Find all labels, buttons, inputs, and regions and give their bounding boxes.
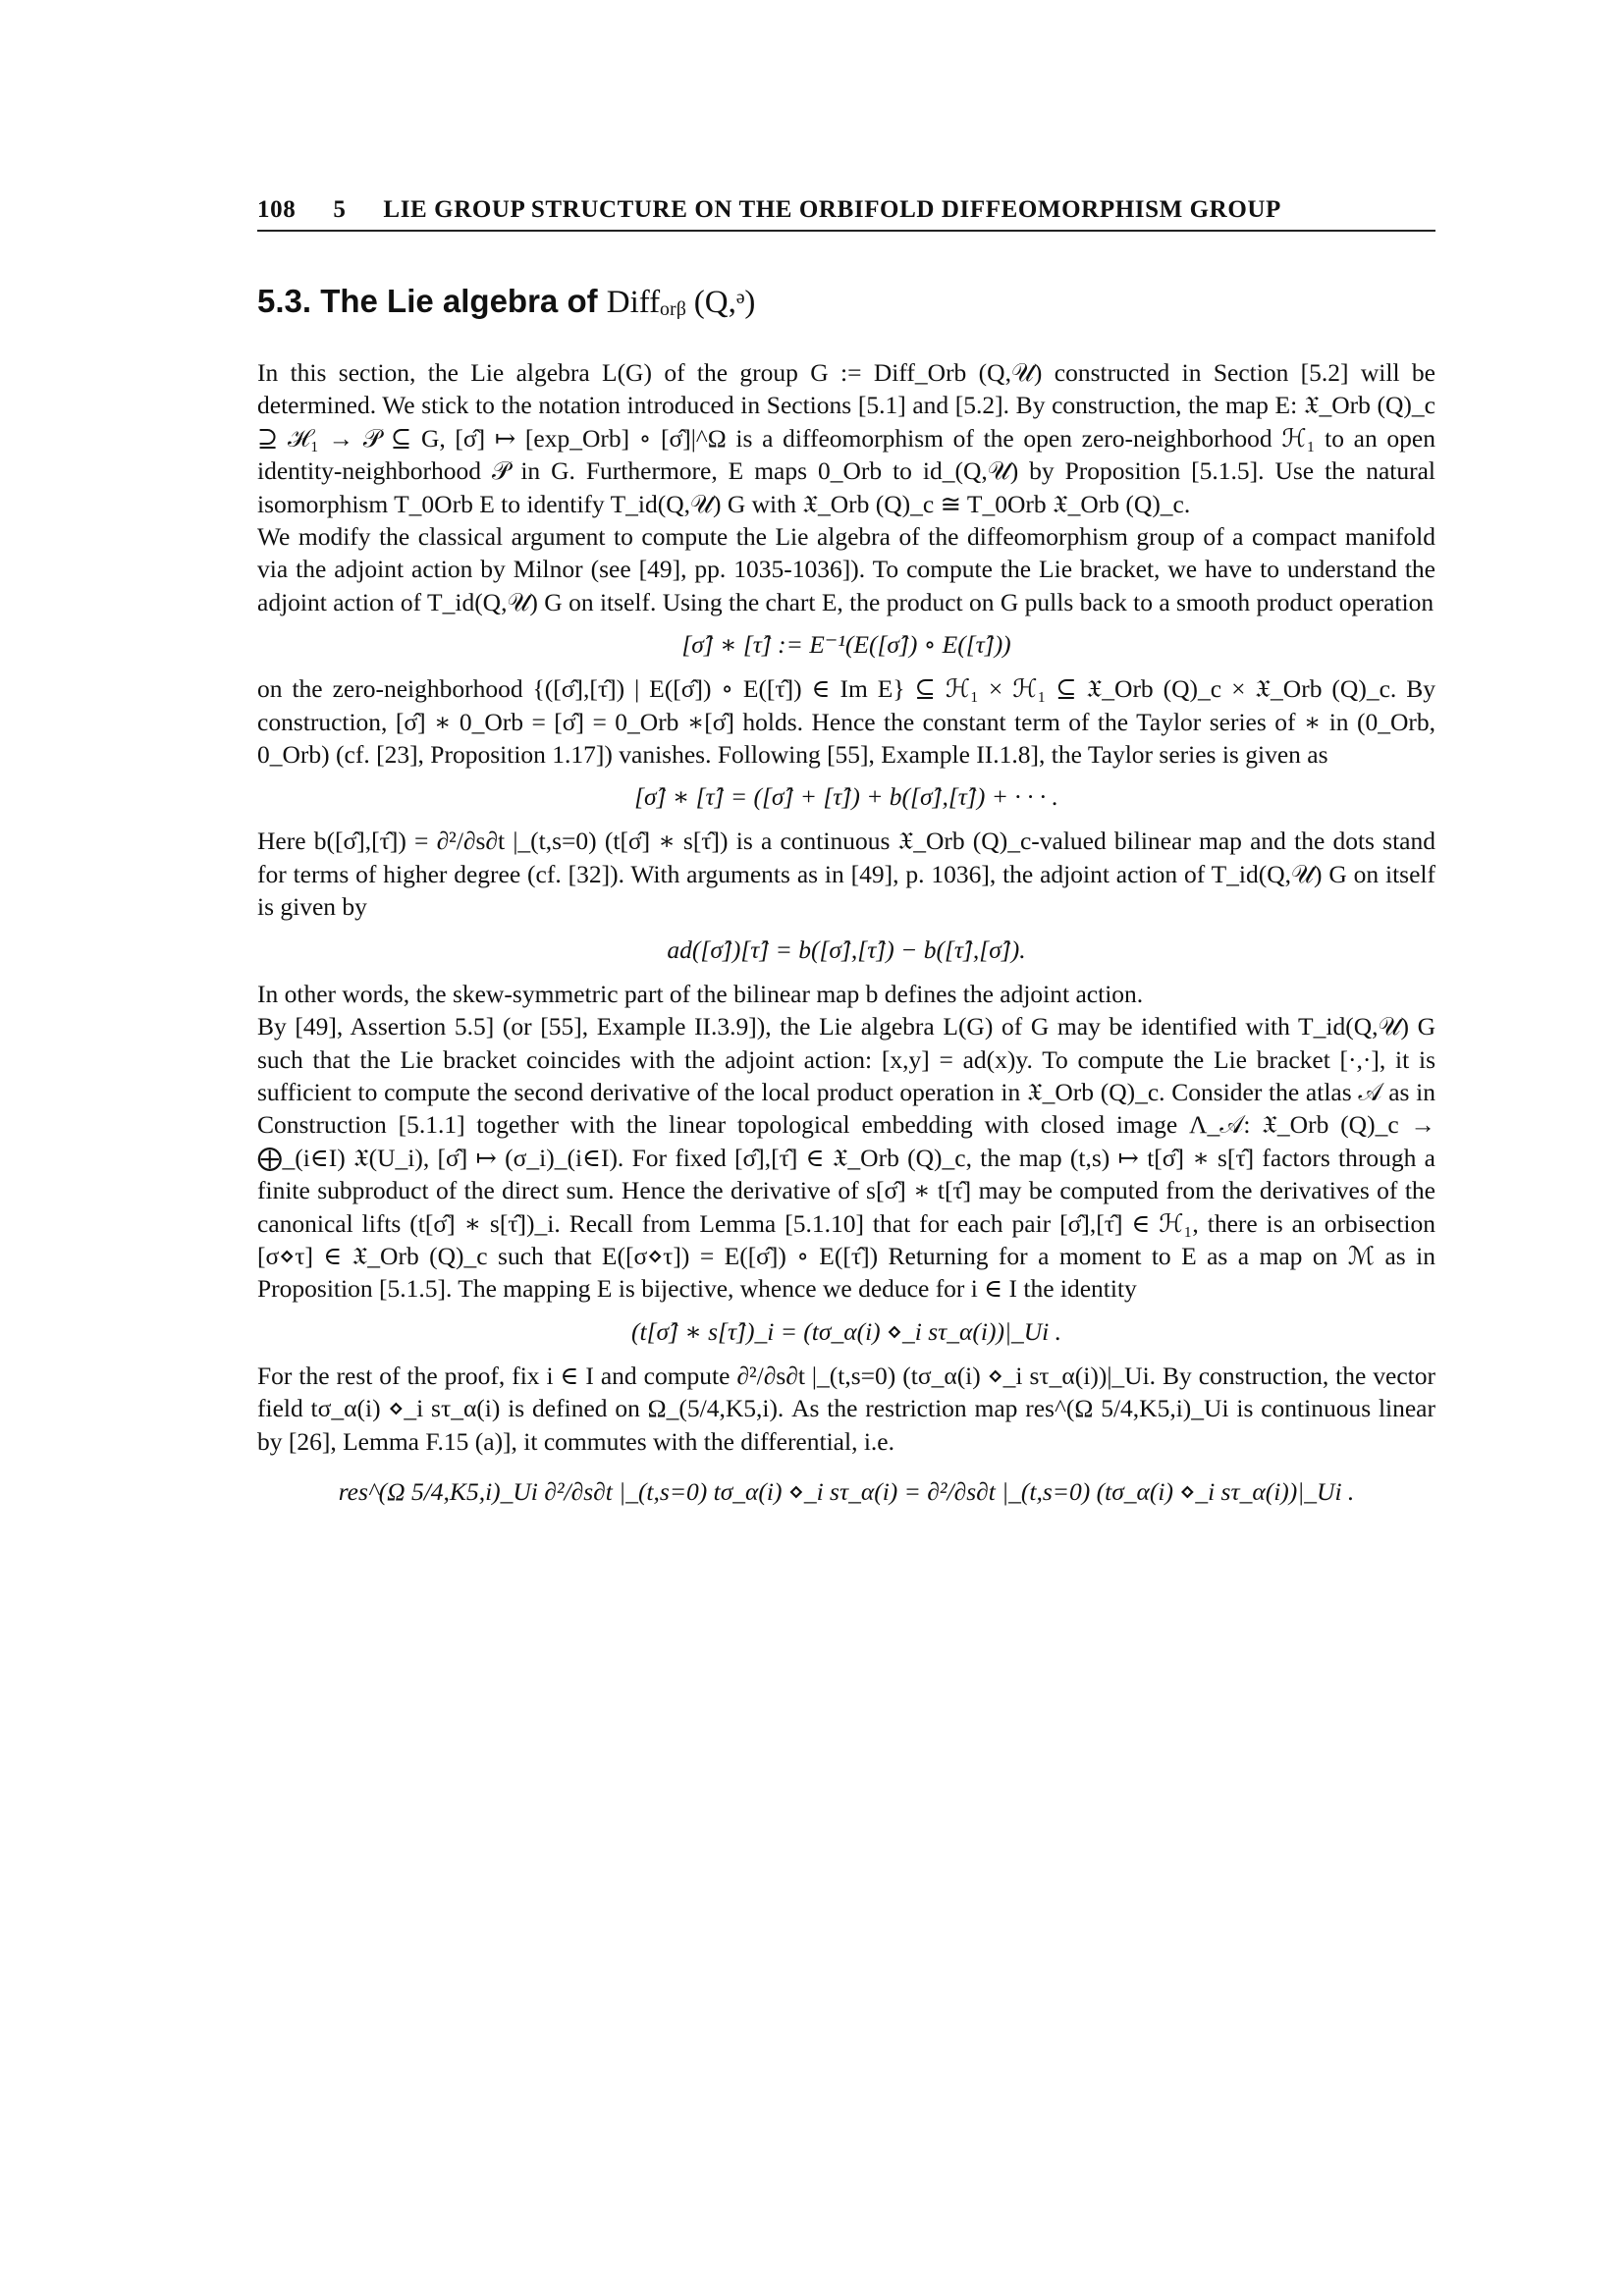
paragraph-intro: In this section, the Lie algebra L(G) of the group G := Diff_Orb (Q,𝒰) constructed in Section [5.2] will be determined. We stick to the notation introduced in Sections [5.1] and [5.2]. By construction, the map E: 𝔛_Orb (Q)_c ⊇ ℋ₁ → 𝒫 ⊆ G, [σ̂] ↦ [exp_Orb] ∘ [σ̂]|^Ω is a diffeomorphism of the open zero-neighborhood ℋ₁ to an open identity-neighborhood 𝒫 in G. Furthermore, E maps 0_Orb to id_(Q,𝒰) by Proposition [5.1.5]. Use the natural isomorphism T_0Orb E to identify T_id(Q,𝒰) G with 𝔛_Orb (Q)_c ≅ T_0Orb 𝔛_Orb (Q)_c. (257, 358, 1435, 518)
section-number: 5.3. (257, 283, 312, 319)
paragraph-skew: In other words, the skew-symmetric part of the bilinear map b defines the adjoint action. (257, 979, 1144, 1008)
chapter-title: LIE GROUP STRUCTURE ON THE ORBIFOLD DIFFEOMORPHISM GROUP (383, 196, 1281, 223)
section-title-math: Diffₒᵣᵦ (Q,ᵊ) (606, 285, 756, 320)
equation-taylor: [σ̂] ∗ [τ̂] = ([σ̂] + [τ̂]) + b([σ̂],[τ̂]) + · · · . (634, 782, 1058, 812)
section-heading (257, 283, 1435, 321)
equation-adjoint: ad([σ̂])[τ̂] = b([σ̂],[τ̂]) − b([τ̂],[σ̂]). (667, 934, 1026, 964)
running-header (257, 196, 1435, 232)
page-number: 108 (257, 196, 297, 223)
paragraph-zero-neighborhood: on the zero-neighborhood {([σ̂],[τ̂]) | E([σ̂]) ∘ E([τ̂]) ∈ Im E} ⊆ ℋ₁ × ℋ₁ ⊆ 𝔛_Orb (Q)_c × 𝔛_Orb (Q)_c. By construction, [σ̂] ∗ 0_Orb = [σ̂] = 0_Orb ∗[σ̂] holds. Hence the constant term of the Taylor series of ∗ in (0_Orb, 0_Orb) (cf. [23], Proposition 1.17]) vanishes. Following [55], Example II.1.8], the Taylor series is given as (257, 674, 1435, 770)
section-title: The Lie algebra of (320, 283, 598, 319)
chapter-number: 5 (333, 196, 347, 223)
equation-restriction: res^(Ω 5/4,K5,i)_Ui ∂²/∂s∂t |_(t,s=0) tσ_α(i) ⋄_i sτ_α(i) = ∂²/∂s∂t |_(t,s=0) (tσ_α(i) ⋄_i sτ_α(i))|_Ui . (338, 1476, 1355, 1506)
paragraph-proof: For the rest of the proof, fix i ∈ I and compute ∂²/∂s∂t |_(t,s=0) (tσ_α(i) ⋄_i sτ_α(i))|_Ui. By construction, the vector field tσ_α(i) ⋄_i sτ_α(i) is defined on Ω_(5/4,K5,i). As the restriction map res^(Ω 5/4,K5,i)_Ui is continuous linear by [26], Lemma F.15 (a)], it commutes with the differential, i.e. (257, 1361, 1435, 1456)
page (257, 196, 1435, 1533)
paragraph-bilinear: Here b([σ̂],[τ̂]) = ∂²/∂s∂t |_(t,s=0) (t[σ̂] ∗ s[τ̂]) is a continuous 𝔛_Orb (Q)_c-valued bilinear map and the dots stand for terms of higher degree (cf. [32]). With arguments as in [49], p. 1036], the adjoint action of T_id(Q,𝒰) G on itself is given by (257, 827, 1435, 922)
equation-product: [σ̂] ∗ [τ̂] := E⁻¹(E([σ̂]) ∘ E([τ̂])) (681, 630, 1011, 660)
paragraph-lie-bracket: By [49], Assertion 5.5] (or [55], Example II.3.9]), the Lie algebra L(G) of G may be identified with T_id(Q,𝒰) G such that the Lie bracket coincides with the adjoint action: [x,y] = ad(x)y. To compute the Lie bracket [·,·], it is sufficient to compute the second derivative of the local product operation in 𝔛_Orb (Q)_c. Consider the atlas 𝒜 as in Construction [5.1.1] together with the linear topological embedding with closed image Λ_𝒜: 𝔛_Orb (Q)_c → ⨁_(i∈I) 𝔛(U_i), [σ̂] ↦ (σ_i)_(i∈I). For fixed [σ̂],[τ̂] ∈ 𝔛_Orb (Q)_c, the map (t,s) ↦ t[σ̂] ∗ s[τ̂] factors through a finite subproduct of the direct sum. Hence the derivative of s[σ̂] ∗ t[τ̂] may be computed from the derivatives of the canonical lifts (t[σ̂] ∗ s[τ̂])_i. Recall from Lemma [5.1.10] that for each pair [σ̂],[τ̂] ∈ ℋ₁, there is an orbisection [σ⋄τ] ∈ 𝔛_Orb (Q)_c such that E([σ⋄τ]) = E([σ̂]) ∘ E([τ̂]) Returning for a moment to E as a map on ℳ as in Proposition [5.1.5]. The mapping E is bijective, whence we deduce for i ∈ I the identity (257, 1012, 1435, 1304)
paragraph-milnor: We modify the classical argument to compute the Lie algebra of the diffeomorphism group of a compact manifold via the adjoint action by Milnor (see [49], pp. 1035-1036]). To compute the Lie bracket, we have to understand the adjoint action of T_id(Q,𝒰) G on itself. Using the chart E, the product on G pulls back to a smooth product operation (257, 522, 1435, 616)
equation-lift: (t[σ̂] ∗ s[τ̂])_i = (tσ_α(i) ⋄_i sτ_α(i))|_Ui . (631, 1316, 1061, 1346)
